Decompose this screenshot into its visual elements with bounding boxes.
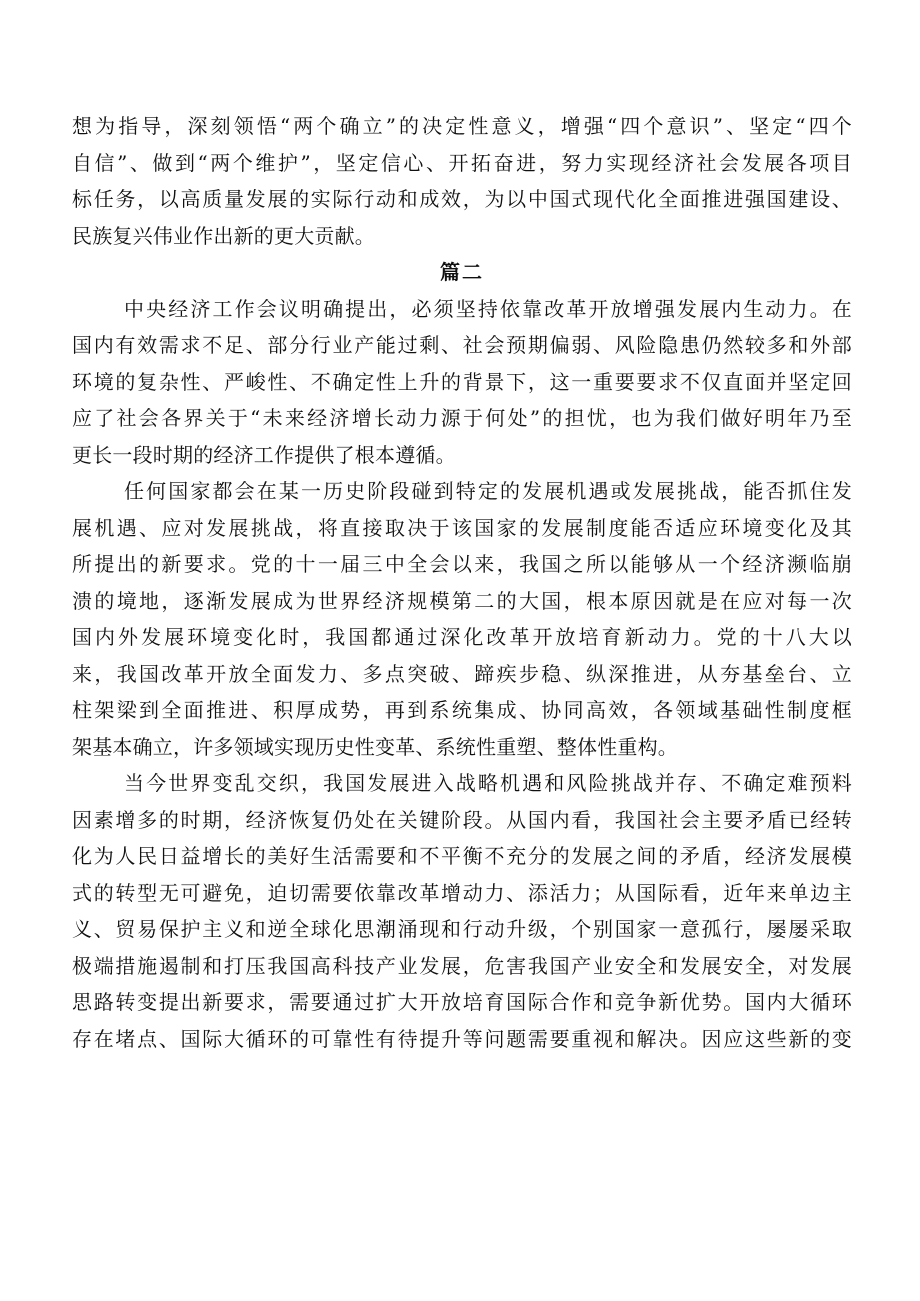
text-line: 存在堵点、国际大循环的可靠性有待提升等问题需要重视和解决。因应这些新的变 [72,1026,852,1051]
text-line: 民族复兴伟业作出新的更大贡献。 [72,223,375,248]
text-line: 展机遇、应对发展挑战，将直接取决于该国家的发展制度能否适应环境变化及其 [72,515,852,540]
document-page [72,108,852,1057]
text-line: 柱架梁到全面推进、积厚成势，再到系统集成、协同高效，各领域基础性制度框 [72,698,852,722]
text-line: 所提出的新要求。党的十一届三中全会以来，我国之所以能够从一个经济濒临崩 [72,552,852,576]
text-line: 溃的境地，逐渐发展成为世界经济规模第二的大国，根本原因就是在应对每一次 [72,588,852,613]
text-line: 当今世界变乱交织，我国发展进入战略机遇和风险挑战并存、不确定难预料 [124,771,852,795]
text-line: 想为指导，深刻领悟“两个确立”的决定性意义，增强“四个意识”、坚定“四个 [72,114,852,138]
text-line: 国内外发展环境变化时，我国都通过深化改革开放培育新动力。党的十八大以 [72,625,852,649]
text-line: 国内有效需求不足、部分行业产能过剩、社会预期偏弱、风险隐患仍然较多和外部 [72,333,852,357]
text-line: 应了社会各界关于“未来经济增长动力源于何处”的担忧，也为我们做好明年乃至 [72,406,852,430]
text-line: 标任务，以高质量发展的实际行动和成效，为以中国式现代化全面推进强国建设、 [72,187,852,211]
text-line: 更长一段时期的经济工作提供了根本遵循。 [72,442,456,467]
text-line: 极端措施遏制和打压我国高科技产业发展，危害我国产业安全和发展安全，对发展 [72,953,852,978]
text-line: 义、贸易保护主义和逆全球化思潮涌现和行动升级，个别国家一意孤行，屡屡采取 [72,917,852,941]
section-title: 篇二 [440,260,484,284]
paragraph-3 [72,765,852,1057]
text-line: 来，我国改革开放全面发力、多点突破、蹄疾步稳、纵深推进，从夯基垒台、立 [72,661,852,686]
text-line: 因素增多的时期，经济恢复仍处在关键阶段。从国内看，我国社会主要矛盾已经转 [72,807,852,832]
text-line: 任何国家都会在某一历史阶段碰到特定的发展机遇或发展挑战，能否抓住发 [124,479,852,503]
text-line: 架基本确立，许多领域实现历史性变革、系统性重塑、整体性重构。 [72,734,678,759]
intro-paragraph [72,108,852,254]
text-line: 中央经济工作会议明确提出，必须坚持依靠改革开放增强发展内生动力。在 [124,296,852,321]
text-line: 化为人民日益增长的美好生活需要和不平衡不充分的发展之间的矛盾，经济发展模 [72,844,852,868]
text-line: 环境的复杂性、严峻性、不确定性上升的背景下，这一重要要求不仅直面并坚定回 [72,369,852,394]
text-line: 式的转型无可避免，迫切需要依靠改革增动力、添活力；从国际看，近年来单边主 [72,880,852,905]
paragraph-1 [72,291,852,474]
paragraph-2 [72,473,852,765]
text-line: 自信”、做到“两个维护”，坚定信心、开拓奋进，努力实现经济社会发展各项目 [72,150,852,175]
text-line: 思路转变提出新要求，需要通过扩大开放培育国际合作和竞争新优势。国内大循环 [72,990,852,1014]
